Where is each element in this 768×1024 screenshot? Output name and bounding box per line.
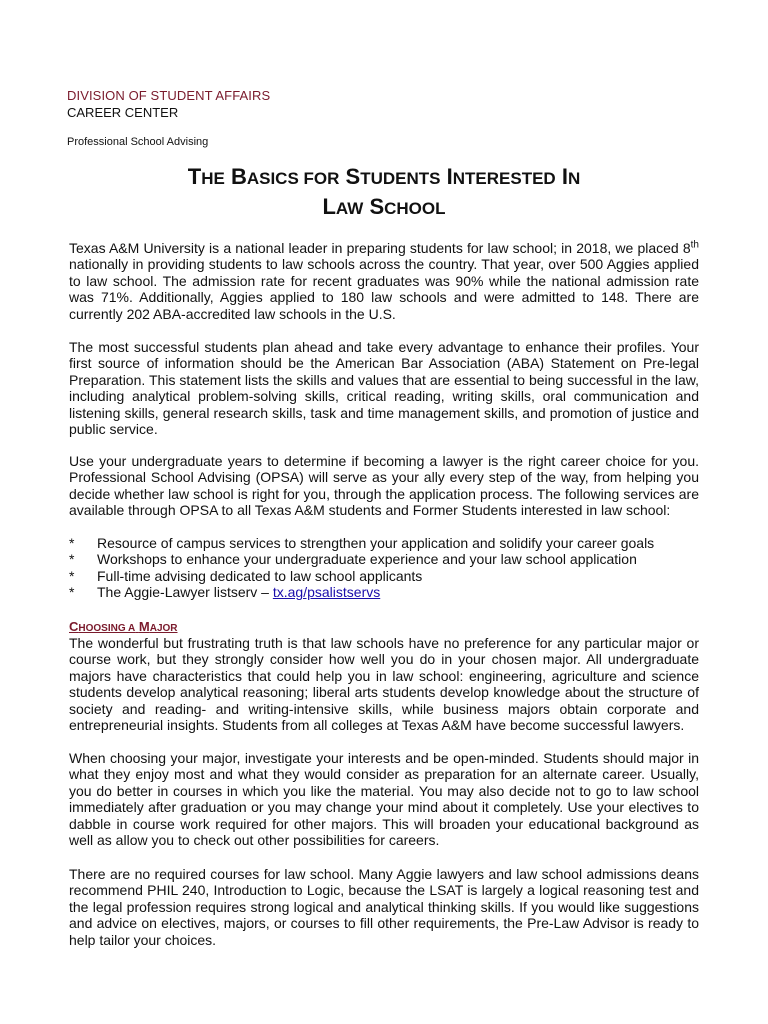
listserv-link[interactable]: tx.ag/psalistservs (272, 584, 381, 601)
bullet-marker: * (69, 535, 75, 551)
choosing-paragraph: When choosing your major, investigate your interests and be open-minded. Students should major in what they enjoy most and what they would consider as preparation for an alternate career. Usually, you do better in courses in which you like the material. You may also decide not to go to law school immediately after graduation or you may change your mind about it completely. Use your electives to dabble in course work required for other majors. This will broaden your educational background as well as allow you to check out other possibilities for careers. (69, 750, 699, 849)
list-item: * Resource of campus services to strengthen your application and solidify your career goals (69, 535, 655, 551)
career-center-header: CAREER CENTER (67, 105, 179, 120)
choosing-a-major-heading: CHOOSING A MAJOR (69, 619, 178, 634)
courses-paragraph: There are no required courses for law school. Many Aggie lawyers and law school admissions deans recommend PHIL 240, Introduction to Logic, because the LSAT is largely a logical reasoning test and the legal profession requires strong logical and analytical thinking skills. If you would like suggestions and advice on electives, majors, or courses to fill other requirements, the Pre-Law Advisor is ready to help tailor your choices. (69, 866, 699, 948)
aba-paragraph: The most successful students plan ahead and take every advantage to enhance their profiles. Your first source of information should be the American Bar Association (ABA) Statement on Pre-legal Preparation. This statement lists the skills and values that are essential to being successful in the law, including analytical problem-solving skills, critical reading, writing skills, oral communication and listening skills, general research skills, task and time management skills, and promotion of justice and public service. (69, 339, 699, 438)
bullet-marker: * (69, 551, 75, 568)
major-paragraph: The wonderful but frustrating truth is that law schools have no preference for any particular major or course work, but they strongly consider how well you do in your chosen major. All undergraduate majors have characteristics that could help you in law school: engineering, agriculture and science students develop analytical reasoning; liberal arts students develop knowledge about the structure of society and reading- and writing-intensive skills, while business majors obtain corporate and entrepreneurial insights. Students from all colleges at Texas A&M have become successful lawyers. (69, 635, 699, 734)
division-header: DIVISION OF STUDENT AFFAIRS (67, 88, 271, 103)
bullet-marker: * (69, 584, 75, 601)
intro-paragraph: Texas A&M University is a national leader in preparing students for law school; in 2018, we placed 8th nationally in providing students to law schools across the country. That year, over 500 Aggies applied to law school. The admission rate for recent graduates was 90% while the national admission rate was 71%. Additionally, Aggies applied to 180 law schools and were admitted to 148. There are currently 202 ABA-accredited law schools in the U.S. (69, 239, 699, 322)
bullet-marker: * (69, 567, 75, 584)
document-title-line-2: LAW SCHOOL (322, 194, 446, 219)
document-title-line-1: THE BASICS FOR STUDENTS INTERESTED IN (187, 164, 581, 189)
list-item: * Workshops to enhance your undergraduate experience and your law school application (69, 551, 637, 568)
services-list (69, 535, 699, 601)
list-item: * Full-time advising dedicated to law school applicants (69, 567, 423, 584)
list-item: * The Aggie-Lawyer listserv – tx.ag/psalistservs (69, 584, 381, 601)
unit-header: Professional School Advising (67, 136, 209, 148)
opsa-paragraph: Use your undergraduate years to determine if becoming a lawyer is the right career choice for you. Professional School Advising (OPSA) will serve as your ally every step of the way, from helping you decide whether law school is right for you, through the application process. The following services are available through OPSA to all Texas A&M students and Former Students interested in law school: (69, 453, 699, 519)
